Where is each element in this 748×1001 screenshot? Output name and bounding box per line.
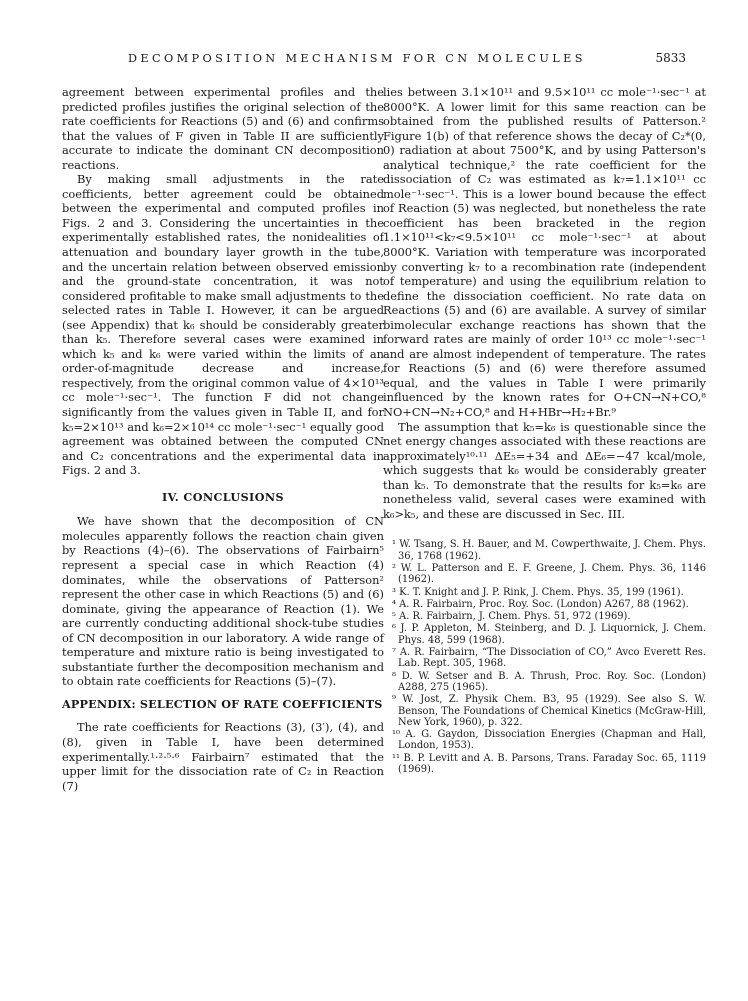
reference-item: ⁷ A. R. Fairbairn, “The Dissociation of CO,” Avco Everett Res. Lab. Rept. 305, 1968. — [392, 647, 706, 670]
reference-item: ⁴ A. R. Fairbairn, Proc. Roy. Soc. (London) A267, 88 (1962). — [392, 598, 689, 610]
reference-item: ⁸ D. W. Setser and B. A. Thrush, Proc. Roy. Soc. (London) A288, 275 (1965). — [392, 670, 706, 693]
section-heading-appendix: APPENDIX: SELECTION OF RATE COEFFICIENTS — [62, 696, 383, 711]
reference-item: ⁹ W. Jost, Z. Physik Chem. B3, 95 (1929). See also S. W. Benson, The Foundations of Chemical Kinetics (McGraw-Hill, New York, 1960), p. 322. — [392, 694, 706, 728]
reference-item: ⁶ J. P. Appleton, M. Steinberg, and D. J. Liquornick, J. Chem. Phys. 48, 599 (1968). — [392, 623, 706, 646]
reference-item: ¹⁰ A. G. Gaydon, Dissociation Energies (Chapman and Hall, London, 1953). — [392, 729, 706, 752]
paragraph: agreement between experimental profiles and the predicted profiles justifies the original selection of the rate coefficients for Reactions (5) and (6) and confirms that the values of F given in Table II are sufficiently accurate to indicate the dominant CN decomposition reactions. — [62, 85, 384, 172]
paragraph: The rate coefficients for Reactions (3), (3′), (4), and (8), given in Table I, have been determined experimentally.¹·²·⁵·⁶ Fairbairn⁷ estimated that the upper limit for the dissociation rate of C₂ in Reaction (7) — [62, 720, 384, 793]
reference-item: ⁵ A. R. Fairbairn, J. Chem. Phys. 51, 972 (1969). — [392, 611, 631, 623]
reference-item: ² W. L. Patterson and E. F. Greene, J. Chem. Phys. 36, 1146 (1962). — [392, 563, 706, 586]
paragraph: The assumption that k₅=k₆ is questionable since the net energy changes associated with these reactions are approximately¹⁰·¹¹ ΔE₅=+34 and ΔE₆=−47 kcal/mole, which suggests that k₆ would be considerably greater than k₅. To demonstrate that the results for k₅=k₆ are nonetheless valid, several cases were examined with k₆>k₅, and these are discussed in Sec. III. — [383, 419, 706, 521]
paragraph: We have shown that the decomposition of CN molecules apparently follows the reaction chain given by Reactions (4)–(6). The observations of Fairbairn⁵ represent a special case in which Reaction (4) dominates, while the observations of Patterson² represent the other case in which Reactions (5) and (6) dominate, giving the appearance of Reaction (1). We are currently conducting additional shock-tube studies of CN decomposition in our laboratory. A wide range of temperature and mixture ratio is being investigated to substantiate further the decomposition mechanism and to obtain rate coefficients for Reactions (5)–(7). — [62, 514, 384, 689]
section-heading-conclusions: IV. CONCLUSIONS — [162, 489, 284, 504]
running-title: DECOMPOSITION MECHANISM FOR CN MOLECULES — [128, 52, 586, 65]
left-column — [62, 85, 384, 793]
right-column — [383, 85, 706, 776]
references-list — [383, 539, 706, 775]
paragraph: lies between 3.1×10¹¹ and 9.5×10¹¹ cc mole⁻¹·sec⁻¹ at 8000°K. A lower limit for this same reaction can be obtained from the published results of Patterson.² Figure 1(b) of that reference shows the decay of C₂*(0, 0) radiation at about 7500°K, and by using Patterson's analytical technique,² the rate coefficient for the dissociation of C₂ was estimated as k₇=1.1×10¹¹ cc mole⁻¹·sec⁻¹. This is a lower bound because the effect of Reaction (5) was neglected, but nonetheless the rate coefficient has been bracketed in the region 1.1×10¹¹<k₇<9.5×10¹¹ cc mole⁻¹·sec⁻¹ at about 8000°K. Variation with temperature was incorporated by converting k₇ to a recombination rate (independent of temperature) and using the equilibrium relation to define the dissociation coefficient. No rate data on Reactions (5) and (6) are available. A survey of similar bimolecular exchange reactions has shown that the forward rates are mainly of order 10¹³ cc mole⁻¹·sec⁻¹ and are almost independent of temperature. The rates for Reactions (5) and (6) were therefore assumed equal, and the values in Table I were primarily influenced by the known rates for O+CN→N+CO,⁸ NO+CN→N₂+CO,⁸ and H+HBr→H₂+Br.⁹ — [383, 85, 706, 420]
page-header — [0, 52, 748, 68]
reference-item: ¹ W. Tsang, S. H. Bauer, and M. Cowperthwaite, J. Chem. Phys. 36, 1768 (1962). — [392, 539, 706, 562]
reference-item: ³ K. T. Knight and J. P. Rink, J. Chem. Phys. 35, 199 (1961). — [392, 586, 684, 598]
paragraph: By making small adjustments in the rate coefficients, better agreement could be obtained between the experimental and computed profiles in Figs. 2 and 3. Considering the uncertainties in the experimentally established rates, the nonidealities of attenuation and boundary layer growth in the tube, and the uncertain relation between observed emission and the ground-state concentration, it was not considered profitable to make small adjustments to the selected rates in Table I. However, it can be argued (see Appendix) that k₆ should be considerably greater than k₅. Therefore several cases were examined in which k₅ and k₆ were varied within the limits of an order-of-magnitude decrease and increase, respectively, from the original common value of 4×10¹³ cc mole⁻¹·sec⁻¹. The function F did not change significantly from the values given in Table II, and for k₅=2×10¹³ and k₆=2×10¹⁴ cc mole⁻¹·sec⁻¹ equally good agreement was obtained between the computed CN and C₂ concentrations and the experimental data in Figs. 2 and 3. — [62, 172, 384, 478]
reference-item: ¹¹ B. P. Levitt and A. B. Parsons, Trans. Faraday Soc. 65, 1119 (1969). — [392, 752, 706, 776]
page-number: 5833 — [655, 51, 686, 65]
